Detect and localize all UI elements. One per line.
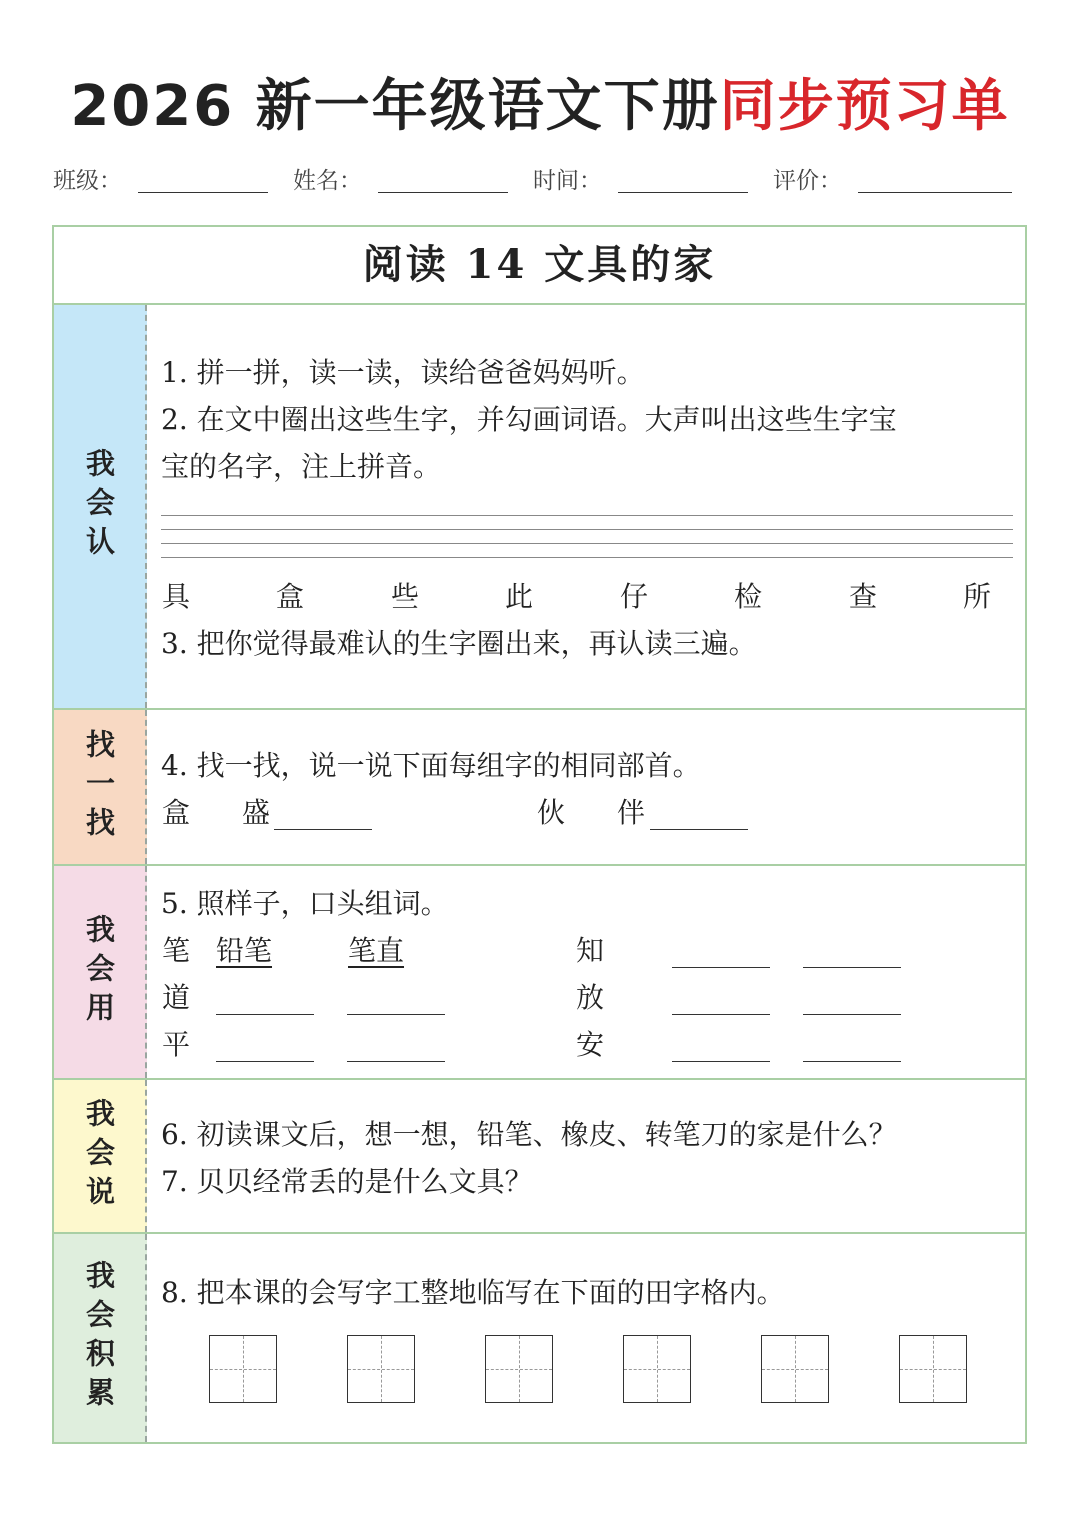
question-2-line2: 宝的名字，注上拼音。 [161,450,442,483]
word-blank[interactable] [347,1014,445,1015]
title-highlight: 同步预习单 [719,74,1010,139]
word-blank[interactable] [803,1061,901,1062]
new-char: 具 [162,580,191,613]
tianzige-box[interactable] [899,1335,967,1403]
question-2-line1: 2. 在文中圈出这些生字，并勾画词语。大声叫出这些生字宝 [161,403,897,436]
student-info-bar [0,158,1080,202]
radical-blank[interactable] [650,829,748,830]
section-label-use: 我会用 [54,866,147,1078]
new-char: 此 [505,580,534,613]
row-divider [54,864,1025,866]
pinyin-line [161,515,1013,516]
pinyin-line [161,529,1013,530]
time-label: 时间： [533,168,602,194]
title-main: 2026 新一年级语文下册 [70,74,720,139]
example-char: 笔 [162,934,191,967]
word-blank[interactable] [672,967,770,968]
char-zhi: 知 [576,934,605,967]
question-5: 5. 照样子，口头组词。 [161,887,449,920]
name-field[interactable] [378,192,508,193]
pinyin-line [161,543,1013,544]
row-divider [54,1232,1025,1234]
new-char: 些 [391,580,420,613]
char-huo: 伙 [537,796,566,829]
word-blank[interactable] [672,1014,770,1015]
word-blank[interactable] [803,967,901,968]
name-label: 姓名： [293,168,362,194]
char-ban: 伴 [617,796,646,829]
question-6: 6. 初读课文后，想一想，铅笔、橡皮、转笔刀的家是什么？ [161,1118,897,1151]
question-1: 1. 拼一拼，读一读，读给爸爸妈妈听。 [161,356,645,389]
row-divider [54,708,1025,710]
char-ping: 平 [162,1028,191,1061]
new-char: 检 [734,580,763,613]
word-blank[interactable] [216,1014,314,1015]
class-label: 班级： [53,168,122,194]
class-field[interactable] [138,192,268,193]
new-char: 所 [963,580,992,613]
new-char: 查 [849,580,878,613]
char-an: 安 [576,1028,605,1061]
char-dao: 道 [162,981,191,1014]
section-label-find: 找一找 [54,710,147,864]
char-he: 盒 [162,796,191,829]
tianzige-box[interactable] [347,1335,415,1403]
tianzige-box[interactable] [761,1335,829,1403]
new-char: 盒 [276,580,305,613]
example-word: 铅笔 [216,934,273,967]
lesson-title: 阅读 14 文具的家 [54,227,1025,305]
worksheet-table [52,225,1027,1444]
time-field[interactable] [618,192,748,193]
word-blank[interactable] [347,1061,445,1062]
question-8: 8. 把本课的会写字工整地临写在下面的田字格内。 [161,1276,785,1309]
row-divider [54,1078,1025,1080]
question-4: 4. 找一找，说一说下面每组字的相同部首。 [161,749,701,782]
tianzige-box[interactable] [623,1335,691,1403]
eval-label: 评价： [773,168,842,194]
radical-blank[interactable] [274,829,372,830]
eval-field[interactable] [858,192,1012,193]
question-7: 7. 贝贝经常丢的是什么文具？ [161,1165,533,1198]
section-label-accumulate: 我会积累 [54,1234,147,1442]
page-title [0,72,1080,142]
section-label-speak: 我会说 [54,1080,147,1232]
tianzige-box[interactable] [209,1335,277,1403]
word-blank[interactable] [672,1061,770,1062]
char-sheng: 盛 [242,796,271,829]
section-label-recognize: 我会认 [54,305,147,708]
question-3: 3. 把你觉得最难认的生字圈出来，再认读三遍。 [161,627,757,660]
word-blank[interactable] [216,1061,314,1062]
example-word: 笔直 [348,934,405,967]
char-fang: 放 [576,981,605,1014]
tianzige-box[interactable] [485,1335,553,1403]
new-char: 仔 [620,580,649,613]
pinyin-line [161,557,1013,558]
word-blank[interactable] [803,1014,901,1015]
